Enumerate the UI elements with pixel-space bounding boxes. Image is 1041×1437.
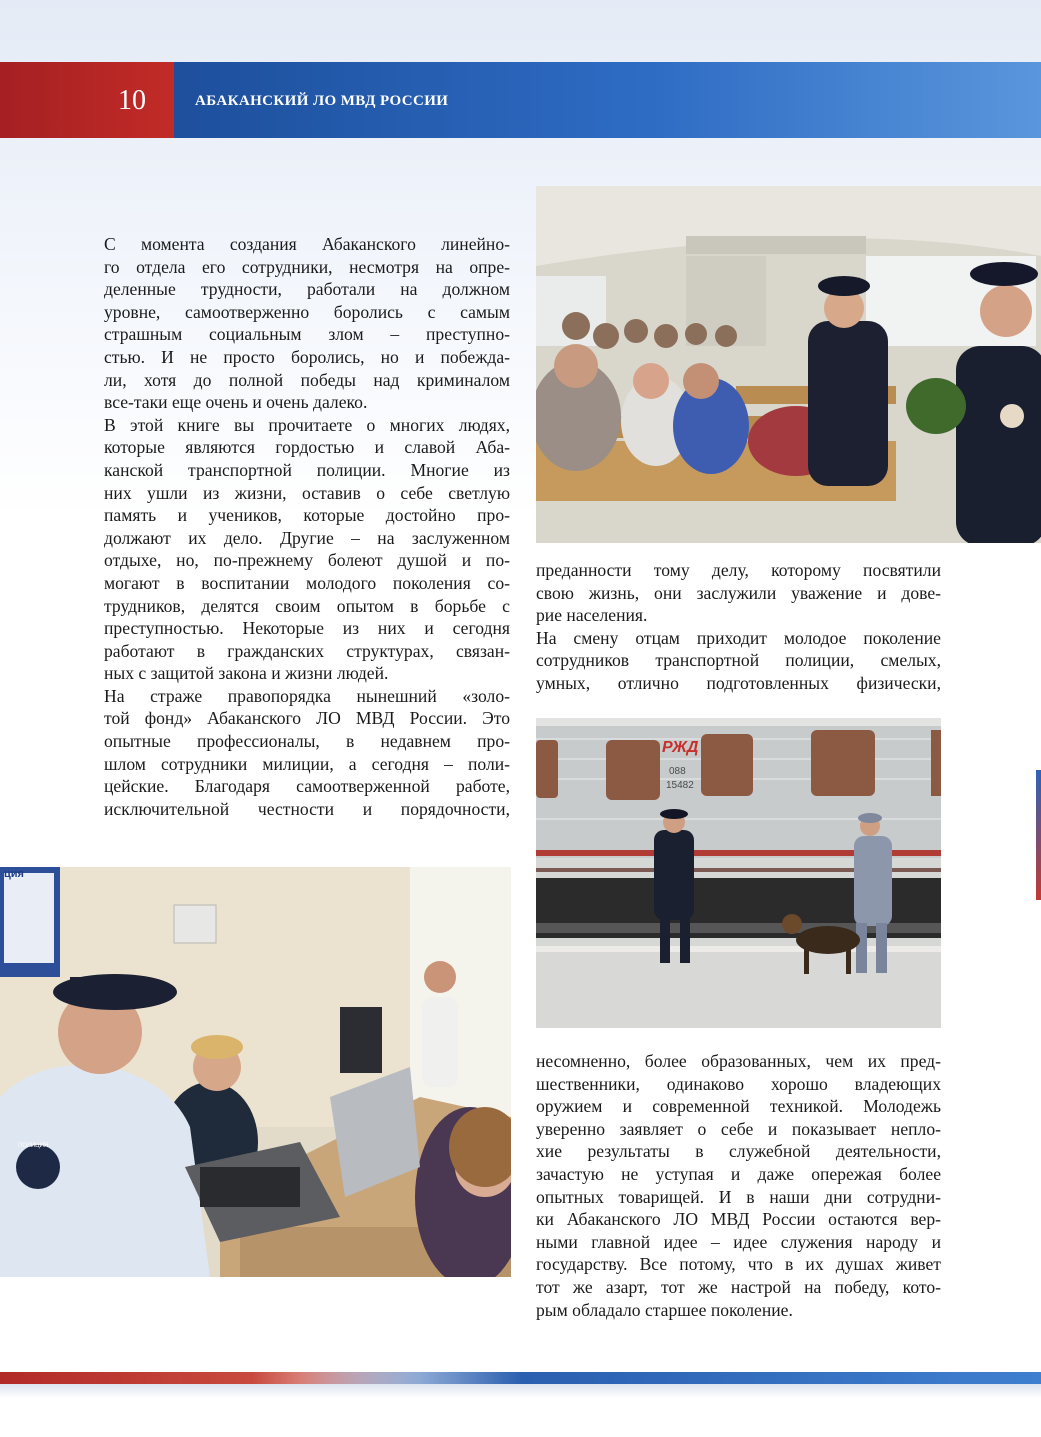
text-line: На смену отцам приходит молодое поколение — [536, 627, 941, 648]
text-line: страшным социальным злом – преступно- — [104, 324, 510, 345]
text-line: сотрудников транспортной полиции, смелых, — [536, 650, 941, 671]
text-line: зачастую не уступая и даже опережая более — [536, 1163, 941, 1184]
text-line: свою жизнь, они заслужили уважение и дове- — [536, 582, 941, 603]
right-column-bottom-text — [536, 1050, 941, 1321]
text-line: отдыхе, но, по-прежнему болеют душой и по- — [104, 550, 510, 571]
police-badge-text: ПОЛИЦИЯ — [18, 1143, 49, 1149]
photo-train-interior — [536, 186, 1041, 543]
car-number-1: 088 — [669, 766, 686, 777]
text-line: преступностью. Некоторые из них и сегодня — [104, 618, 510, 639]
text-line: ли, хотя до полной победы над криминалом — [104, 369, 510, 390]
text-line: той фонд» Абаканского ЛО МВД России. Это — [104, 708, 510, 729]
text-line: ки Абаканского ЛО МВД России остаются вер- — [536, 1209, 941, 1230]
running-title: АБАКАНСКИЙ ЛО МВД РОССИИ — [195, 93, 449, 109]
text-line: умных, отлично подготовленных физически, — [536, 672, 941, 693]
text-line: память и учеников, которые достойно про- — [104, 505, 510, 526]
text-line: шественники, одинаково хорошо владеющих — [536, 1073, 941, 1094]
rzd-logo-text: РЖД — [662, 739, 699, 756]
text-line: опытных товарищей. И в наши дни сотрудни- — [536, 1186, 941, 1207]
text-line: работают в гражданских структурах, связан- — [104, 640, 510, 661]
text-line: С момента создания Абаканского линейно- — [104, 234, 510, 254]
text-line: исключительной честности и порядочности, — [104, 798, 510, 819]
text-line: В этой книге вы прочитаете о многих людях, — [104, 414, 510, 435]
footer-blue-stripe — [300, 1372, 1041, 1384]
text-line: которые являются гордостью и славой Аба- — [104, 437, 510, 458]
text-line: цейские. Благодаря самоотверженной работе, — [104, 776, 510, 797]
text-line: канской транспортной полиции. Многие из — [104, 459, 510, 480]
text-line: хие результаты в служебной деятельности, — [536, 1141, 941, 1162]
text-line: На страже правопорядка нынешний «золо- — [104, 685, 510, 706]
text-line: преданности тому делу, которому посвятили — [536, 560, 941, 580]
left-column-text — [104, 233, 510, 820]
text-line: рым обладало старшее поколение. — [536, 1299, 793, 1320]
page-edge-mark — [1036, 770, 1041, 900]
text-line: опытные профессионалы, в недавнем про- — [104, 731, 510, 752]
text-line: ных с защитой закона и жизни людей. — [104, 663, 389, 684]
text-line: могают в воспитании молодого поколения со- — [104, 572, 510, 593]
sign-text: ция — [4, 868, 24, 880]
text-line: рие населения. — [536, 605, 648, 626]
text-line: них ушли из жизни, оставив о себе светлую — [104, 482, 510, 503]
text-line: оружием и современной техникой. Молодежь — [536, 1096, 941, 1117]
text-line: го отдела его сотрудники, несмотря на опре- — [104, 256, 510, 277]
text-line: все-таки еще очень и очень далеко. — [104, 392, 368, 413]
text-line: тот же азарт, тот же настрой на победу, кото- — [536, 1276, 941, 1297]
text-line: трудников, делятся своим опытом в борьбе с — [104, 595, 510, 616]
page-number: 10 — [118, 85, 146, 116]
text-line: уровне, самоотверженно боролись с самым — [104, 301, 510, 322]
text-line: должают их дело. Другие – на заслуженном — [104, 527, 510, 548]
text-line: шлом сотрудники милиции, а сегодня – поли- — [104, 753, 510, 774]
text-line: несомненно, более образованных, чем их пред- — [536, 1051, 941, 1071]
text-line: деленные трудности, работали на должном — [104, 279, 510, 300]
text-line: ными главной идее – идее служения народу и — [536, 1231, 941, 1252]
text-line: уверенно заявляет о себе и показывает непло- — [536, 1118, 941, 1139]
photo-platform — [536, 718, 941, 1028]
right-column-top-text — [536, 559, 941, 695]
photo-station-desk — [0, 867, 511, 1277]
text-line: государству. Все потому, что в их душах живет — [536, 1254, 941, 1275]
footer-shadow — [0, 1384, 1041, 1398]
car-number-2: 15482 — [666, 780, 694, 791]
text-line: стью. И не просто боролись, но и побежда- — [104, 346, 510, 367]
